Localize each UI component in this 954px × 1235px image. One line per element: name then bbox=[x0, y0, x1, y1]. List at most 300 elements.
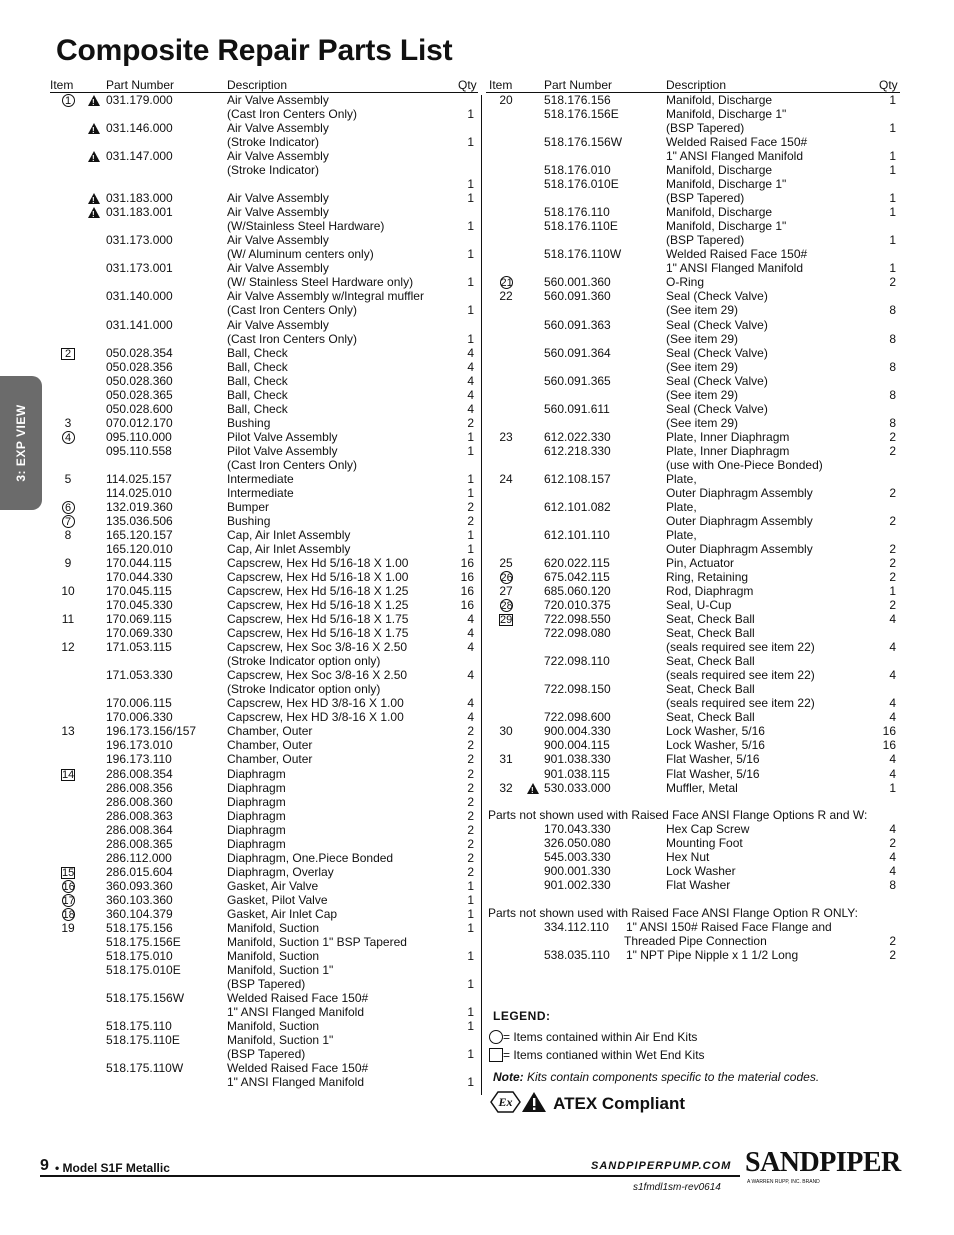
part-number: 720.010.375 bbox=[544, 598, 611, 613]
table-row bbox=[0, 346, 954, 360]
quantity: 1 bbox=[889, 121, 896, 136]
description: Capscrew, Hex HD 3/8-16 X 1.00 bbox=[227, 710, 404, 725]
description: (Stroke Indicator option only) bbox=[227, 682, 381, 697]
description: Plate, Inner Diaphragm bbox=[666, 443, 790, 458]
item-text: 12 bbox=[61, 640, 75, 655]
table-row bbox=[0, 1075, 480, 1089]
quantity: 1 bbox=[467, 107, 474, 122]
circle-item-badge: 16 bbox=[62, 880, 75, 893]
quantity: 2 bbox=[467, 415, 474, 430]
quantity: 4 bbox=[889, 710, 896, 725]
table-row bbox=[0, 878, 954, 892]
part-number: 050.028.356 bbox=[106, 359, 173, 374]
description: Welded Raised Face 150# bbox=[227, 991, 369, 1005]
description: (Cast Iron Centers Only) bbox=[227, 107, 358, 122]
quantity: 1 bbox=[467, 135, 474, 150]
table-row bbox=[0, 416, 954, 430]
quantity: 2 bbox=[889, 934, 896, 949]
item-number bbox=[495, 275, 517, 289]
part-number: 286.015.604 bbox=[106, 864, 173, 879]
item-number bbox=[495, 289, 517, 303]
section1-table bbox=[0, 822, 954, 892]
part-number: 360.093.360 bbox=[106, 878, 173, 893]
table-row bbox=[0, 556, 954, 570]
part-number: 518.175.010 bbox=[106, 948, 173, 963]
description: Seat, Check Ball bbox=[666, 710, 755, 725]
table-row bbox=[0, 107, 954, 121]
description: Chamber, Outer bbox=[227, 752, 313, 767]
description: Manifold, Discharge 1" bbox=[666, 219, 787, 234]
part-number: 170.006.115 bbox=[106, 696, 172, 711]
item-text: 13 bbox=[61, 724, 75, 739]
table-row bbox=[0, 893, 480, 907]
table-row bbox=[0, 528, 954, 542]
table-row bbox=[0, 696, 954, 710]
description: 1" ANSI Flanged Manifold bbox=[666, 149, 804, 164]
description: 1" ANSI Flanged Manifold bbox=[227, 1005, 365, 1020]
part-number: 360.104.379 bbox=[106, 906, 173, 921]
description: Bushing bbox=[227, 513, 271, 528]
part-number: 114.025.157 bbox=[106, 471, 172, 486]
table-row bbox=[0, 668, 954, 682]
description: (BSP Tapered) bbox=[227, 976, 306, 991]
part-number: 286.008.365 bbox=[106, 836, 173, 851]
website-link[interactable]: SANDPIPERPUMP.COM bbox=[591, 1160, 732, 1172]
table-row bbox=[0, 1019, 480, 1033]
part-number: 050.028.600 bbox=[106, 401, 173, 416]
quantity: 1 bbox=[467, 878, 474, 893]
description: Capscrew, Hex Hd 5/16-18 X 1.00 bbox=[227, 556, 409, 571]
table-row bbox=[0, 542, 954, 556]
item-text: 3 bbox=[64, 415, 72, 430]
table-row bbox=[0, 374, 954, 388]
part-number: 612.022.330 bbox=[544, 429, 611, 444]
description: Ball, Check bbox=[227, 387, 288, 402]
quantity: 4 bbox=[467, 612, 474, 627]
description: Diaphragm bbox=[227, 780, 286, 795]
quantity: 8 bbox=[889, 415, 896, 430]
item-number bbox=[495, 598, 517, 612]
quantity: 1 bbox=[467, 892, 474, 907]
warning-icon bbox=[527, 783, 539, 794]
table-row bbox=[0, 612, 954, 626]
part-number: 900.001.330 bbox=[544, 864, 611, 879]
description: Diaphragm bbox=[227, 766, 286, 781]
quantity: 1 bbox=[889, 780, 896, 795]
quantity: 1 bbox=[889, 191, 896, 206]
circle-item-badge: 6 bbox=[62, 501, 75, 514]
table-row bbox=[0, 809, 480, 823]
part-number: 050.028.365 bbox=[106, 387, 173, 402]
part-number: 170.045.115 bbox=[106, 584, 172, 599]
item-text: 31 bbox=[499, 752, 513, 767]
circle-item-badge: 7 bbox=[62, 515, 75, 528]
table-row bbox=[0, 934, 954, 948]
quantity: 1 bbox=[467, 275, 474, 290]
description: Muffler, Metal bbox=[666, 780, 738, 795]
table-row bbox=[0, 233, 954, 247]
table-row bbox=[0, 514, 954, 528]
table-row bbox=[0, 626, 954, 640]
part-number: 326.050.080 bbox=[544, 836, 611, 851]
description: Manifold, Suction bbox=[227, 1019, 320, 1034]
description: Cap, Air Inlet Assembly bbox=[227, 542, 351, 556]
quantity: 1 bbox=[467, 471, 474, 486]
part-number: 538.035.110 bbox=[544, 948, 610, 963]
quantity: 4 bbox=[889, 668, 896, 683]
description: Threaded Pipe Connection bbox=[624, 934, 767, 949]
quantity: 4 bbox=[467, 345, 474, 360]
table-row bbox=[0, 822, 954, 836]
header-description: Description bbox=[227, 78, 288, 92]
description: Seal (Check Valve) bbox=[666, 401, 768, 416]
description: (Stroke Indicator) bbox=[227, 163, 320, 178]
table-row bbox=[0, 781, 954, 795]
quantity: 2 bbox=[889, 836, 896, 851]
description: Intermediate bbox=[227, 471, 294, 486]
table-row bbox=[0, 191, 954, 205]
description: Air Valve Assembly bbox=[227, 121, 329, 136]
quantity: 1 bbox=[467, 429, 474, 444]
part-number: 286.008.356 bbox=[106, 780, 173, 795]
description: Capscrew, Hex Hd 5/16-18 X 1.75 bbox=[227, 626, 409, 641]
description: Ball, Check bbox=[227, 401, 288, 416]
description: Capscrew, Hex HD 3/8-16 X 1.00 bbox=[227, 696, 404, 711]
description: (See item 29) bbox=[666, 415, 739, 430]
table-row bbox=[0, 584, 954, 598]
quantity: 1 bbox=[467, 527, 474, 542]
part-number: 900.004.115 bbox=[544, 738, 610, 753]
part-number: 170.043.330 bbox=[544, 822, 611, 836]
quantity: 2 bbox=[467, 864, 474, 879]
table-row bbox=[0, 444, 954, 458]
quantity: 4 bbox=[467, 401, 474, 416]
quantity: 1 bbox=[467, 191, 474, 206]
description: (BSP Tapered) bbox=[666, 191, 745, 206]
quantity: 1 bbox=[467, 542, 474, 556]
part-number: 560.091.360 bbox=[544, 289, 611, 304]
side-tab-label: 3: EXP VIEW bbox=[14, 404, 28, 482]
description: (See item 29) bbox=[666, 359, 739, 374]
item-number bbox=[495, 724, 517, 738]
part-number: 031.140.000 bbox=[106, 289, 173, 304]
quantity: 16 bbox=[882, 738, 896, 753]
description: Manifold, Suction 1" bbox=[227, 962, 334, 977]
quantity: 1 bbox=[467, 948, 474, 963]
description: Bumper bbox=[227, 499, 270, 514]
description: Capscrew, Hex Soc 3/8-16 X 2.50 bbox=[227, 640, 408, 655]
description: (BSP Tapered) bbox=[666, 121, 745, 136]
quantity: 1 bbox=[467, 303, 474, 318]
part-number: 165.120.157 bbox=[106, 527, 173, 542]
table-row bbox=[0, 724, 954, 738]
part-number: 518.175.010E bbox=[106, 962, 181, 977]
quantity: 2 bbox=[467, 766, 474, 781]
part-number: 334.112.110 bbox=[544, 920, 609, 934]
description: (See item 29) bbox=[666, 387, 739, 402]
description: 1" NPT Pipe Nipple x 1 1/2 Long bbox=[626, 948, 799, 963]
part-number: 518.175.156W bbox=[106, 991, 185, 1005]
page-title: Composite Repair Parts List bbox=[56, 34, 453, 67]
quantity: 2 bbox=[467, 738, 474, 753]
part-number: 070.012.170 bbox=[106, 415, 173, 430]
quantity: 1 bbox=[467, 1047, 474, 1062]
table-row bbox=[0, 205, 954, 219]
table-row bbox=[0, 836, 954, 850]
part-number: 518.176.156W bbox=[544, 135, 623, 150]
description: Ball, Check bbox=[227, 373, 288, 388]
part-number: 170.045.330 bbox=[106, 598, 173, 613]
part-number: 620.022.115 bbox=[544, 556, 610, 571]
part-number: 518.175.156E bbox=[106, 934, 181, 949]
legend-note bbox=[493, 1070, 819, 1084]
section2-heading: Parts not shown used with Raised Face ANSI Flange Option R ONLY: bbox=[488, 906, 858, 920]
square-item-badge: 15 bbox=[62, 866, 75, 879]
part-number: 132.019.360 bbox=[106, 499, 173, 514]
quantity: 2 bbox=[889, 542, 896, 556]
item-number bbox=[495, 781, 517, 795]
quantity: 2 bbox=[467, 513, 474, 528]
item-number bbox=[495, 430, 517, 444]
description: 1" ANSI Flanged Manifold bbox=[227, 1075, 365, 1090]
quantity: 2 bbox=[467, 780, 474, 795]
square-icon bbox=[489, 1048, 503, 1062]
part-number: 518.176.110W bbox=[544, 247, 622, 262]
table-row bbox=[0, 430, 954, 444]
quantity: 2 bbox=[467, 499, 474, 514]
circle-item-badge: 21 bbox=[500, 277, 513, 290]
description: (seals required see item 22) bbox=[666, 696, 815, 711]
table-row bbox=[0, 640, 954, 654]
quantity: 4 bbox=[889, 640, 896, 655]
description: Plate, bbox=[666, 499, 697, 514]
table-row bbox=[0, 963, 480, 977]
part-number: 031.141.000 bbox=[106, 317, 173, 332]
part-number: 518.175.110W bbox=[106, 1061, 184, 1076]
description: Chamber, Outer bbox=[227, 738, 313, 753]
description: O-Ring bbox=[666, 275, 705, 290]
table-row bbox=[0, 920, 954, 934]
header-item: Item bbox=[489, 78, 513, 92]
ex-symbol-text: Ex bbox=[498, 1095, 513, 1109]
description: Pilot Valve Assembly bbox=[227, 443, 338, 458]
part-number: 286.008.360 bbox=[106, 794, 173, 809]
description: (BSP Tapered) bbox=[227, 1047, 306, 1062]
part-number: 675.042.115 bbox=[544, 570, 610, 585]
table-row bbox=[0, 163, 954, 177]
part-number: 286.008.354 bbox=[106, 766, 173, 781]
part-number: 545.003.330 bbox=[544, 850, 611, 865]
part-number: 031.146.000 bbox=[106, 121, 173, 136]
description: Capscrew, Hex Hd 5/16-18 X 1.00 bbox=[227, 570, 409, 585]
item-number bbox=[495, 752, 517, 766]
square-item-badge: 29 bbox=[500, 614, 513, 627]
circle-item-badge: 1 bbox=[62, 94, 75, 107]
description: Air Valve Assembly bbox=[227, 93, 329, 107]
item-text: 25 bbox=[499, 556, 513, 571]
part-number: 722.098.550 bbox=[544, 612, 611, 627]
part-number: 612.101.082 bbox=[544, 499, 611, 514]
description: Manifold, Discharge 1" bbox=[666, 107, 787, 122]
table-row bbox=[0, 598, 954, 612]
logo-subtitle: A WARREN RUPP, INC. BRAND bbox=[747, 1179, 820, 1185]
part-number: 095.110.000 bbox=[106, 429, 172, 444]
table-row bbox=[0, 907, 480, 921]
description: Manifold, Discharge bbox=[666, 205, 773, 220]
description: Capscrew, Hex Hd 5/16-18 X 1.25 bbox=[227, 584, 409, 599]
quantity: 2 bbox=[467, 724, 474, 739]
table-row bbox=[0, 332, 954, 346]
item-number bbox=[495, 556, 517, 570]
part-number: 196.173.010 bbox=[106, 738, 173, 753]
parts-table-right bbox=[0, 93, 954, 795]
description: Hex Cap Screw bbox=[666, 822, 750, 836]
quantity: 4 bbox=[467, 359, 474, 374]
part-number: 518.176.156E bbox=[544, 107, 619, 122]
table-row bbox=[0, 388, 954, 402]
part-number: 031.183.000 bbox=[106, 191, 173, 206]
description: Outer Diaphragm Assembly bbox=[666, 542, 813, 556]
table-row bbox=[0, 1061, 480, 1075]
circle-icon bbox=[489, 1030, 503, 1044]
quantity: 4 bbox=[467, 696, 474, 711]
quantity: 4 bbox=[467, 387, 474, 402]
quantity: 4 bbox=[889, 850, 896, 865]
item-text: 23 bbox=[499, 429, 513, 444]
logo-wordmark: SANDPIPER bbox=[745, 1147, 901, 1178]
header-part-number: Part Number bbox=[544, 78, 613, 92]
description: Ring, Retaining bbox=[666, 570, 749, 585]
part-number: 114.025.010 bbox=[106, 485, 172, 500]
part-number: 518.175.110E bbox=[106, 1033, 180, 1048]
description: Capscrew, Hex Hd 5/16-18 X 1.75 bbox=[227, 612, 409, 627]
table-row bbox=[0, 1005, 480, 1019]
table-row bbox=[0, 710, 954, 724]
description: Capscrew, Hex Soc 3/8-16 X 2.50 bbox=[227, 668, 408, 683]
description: (Stroke Indicator option only) bbox=[227, 654, 381, 669]
legend-title: LEGEND: bbox=[493, 1009, 551, 1023]
atex-label bbox=[489, 1090, 685, 1114]
part-number: 360.103.360 bbox=[106, 892, 173, 907]
part-number: 050.028.360 bbox=[106, 373, 173, 388]
description: Seal (Check Valve) bbox=[666, 345, 768, 360]
part-number: 901.002.330 bbox=[544, 878, 611, 893]
description: Lock Washer bbox=[666, 864, 736, 879]
quantity: 8 bbox=[889, 878, 896, 893]
item-number bbox=[495, 472, 517, 486]
table-row bbox=[0, 135, 954, 149]
description: (Cast Iron Centers Only) bbox=[227, 331, 358, 346]
table-row bbox=[0, 682, 954, 696]
description: Welded Raised Face 150# bbox=[666, 247, 808, 262]
table-row bbox=[0, 458, 954, 472]
quantity: 1 bbox=[467, 906, 474, 921]
description: (W/ Stainless Steel Hardware only) bbox=[227, 275, 414, 290]
note-text: Kits contain components specific to the material codes. bbox=[523, 1070, 820, 1084]
quantity: 4 bbox=[467, 668, 474, 683]
description: Ball, Check bbox=[227, 345, 288, 360]
part-number: 518.176.156 bbox=[544, 93, 611, 107]
item-text: 11 bbox=[61, 612, 75, 627]
description: Seal (Check Valve) bbox=[666, 317, 768, 332]
description: Welded Raised Face 150# bbox=[666, 135, 808, 150]
description: Ball, Check bbox=[227, 359, 288, 374]
description: Outer Diaphragm Assembly bbox=[666, 513, 813, 528]
legend-air-text: = Items contained within Air End Kits bbox=[503, 1030, 698, 1044]
item-number bbox=[495, 584, 517, 598]
description: Air Valve Assembly w/Integral muffler bbox=[227, 289, 424, 304]
circle-item-badge: 28 bbox=[500, 600, 513, 613]
part-number: 560.091.611 bbox=[544, 401, 610, 416]
description: Hex Nut bbox=[666, 850, 710, 865]
quantity: 1 bbox=[889, 93, 896, 107]
legend-air-end bbox=[489, 1030, 697, 1044]
quantity: 2 bbox=[889, 513, 896, 528]
header-qty: Qty bbox=[458, 78, 477, 92]
sandpiper-logo bbox=[745, 1147, 901, 1185]
description: Diaphragm bbox=[227, 822, 286, 837]
part-number: 560.091.364 bbox=[544, 345, 611, 360]
description: Cap, Air Inlet Assembly bbox=[227, 527, 351, 542]
quantity: 4 bbox=[889, 752, 896, 767]
description: Pin, Actuator bbox=[666, 556, 735, 571]
quantity: 1 bbox=[889, 584, 896, 599]
part-number: 031.179.000 bbox=[106, 93, 173, 107]
description: Lock Washer, 5/16 bbox=[666, 738, 765, 753]
description: Seal, U-Cup bbox=[666, 598, 732, 613]
quantity: 1 bbox=[467, 1075, 474, 1090]
part-number: 170.044.330 bbox=[106, 570, 173, 585]
quantity: 4 bbox=[467, 373, 474, 388]
item-number bbox=[495, 93, 517, 107]
legend-wet-end bbox=[489, 1048, 705, 1062]
quantity: 1 bbox=[467, 1005, 474, 1020]
table-row bbox=[0, 402, 954, 416]
part-number: 901.038.115 bbox=[544, 766, 610, 781]
description: (W/ Aluminum centers only) bbox=[227, 247, 374, 262]
part-number: 165.120.010 bbox=[106, 542, 173, 556]
description: Diaphragm, Overlay bbox=[227, 864, 334, 879]
part-number: 518.175.156 bbox=[106, 920, 173, 935]
table-row bbox=[0, 850, 954, 864]
description: Plate, bbox=[666, 471, 697, 486]
description: (Cast Iron Centers Only) bbox=[227, 457, 358, 472]
part-number: 286.008.364 bbox=[106, 822, 173, 837]
part-number: 560.091.363 bbox=[544, 317, 611, 332]
quantity: 4 bbox=[889, 696, 896, 711]
revision-code: s1fmdl1sm-rev0614 bbox=[633, 1182, 721, 1193]
table-row bbox=[0, 472, 954, 486]
table-row bbox=[0, 247, 954, 261]
description: Seat, Check Ball bbox=[666, 612, 755, 627]
note-label: Note: bbox=[493, 1070, 524, 1084]
quantity: 1 bbox=[889, 261, 896, 276]
description: Seal (Check Valve) bbox=[666, 373, 768, 388]
quantity: 2 bbox=[889, 429, 896, 444]
description: Lock Washer, 5/16 bbox=[666, 724, 765, 739]
item-text: 20 bbox=[499, 93, 513, 107]
part-number: 612.108.157 bbox=[544, 471, 611, 486]
description: 1" ANSI 150# Raised Face Flange and bbox=[626, 920, 832, 934]
part-number: 171.053.115 bbox=[106, 640, 172, 655]
quantity: 1 bbox=[889, 233, 896, 248]
part-number: 286.112.000 bbox=[106, 850, 172, 865]
description: Intermediate bbox=[227, 485, 294, 500]
part-number: 518.176.110E bbox=[544, 219, 618, 234]
model-name: • Model S1F Metallic bbox=[55, 1161, 170, 1175]
description: Flat Washer, 5/16 bbox=[666, 766, 760, 781]
circle-item-badge: 18 bbox=[62, 908, 75, 921]
